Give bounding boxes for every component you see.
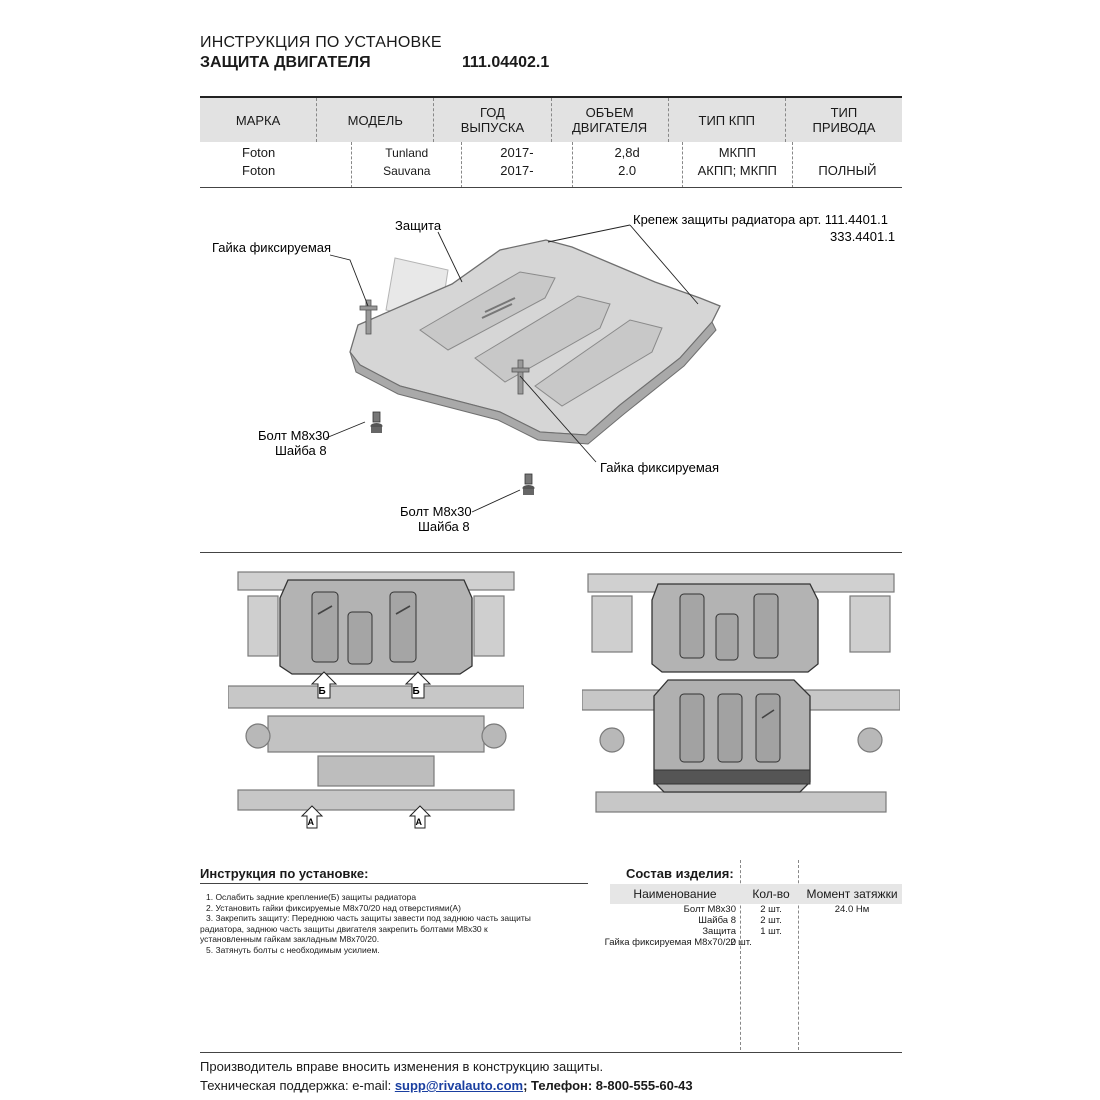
label-washer-left: Шайба 8 [275,443,327,458]
label-bolt-left: Болт М8х30 [258,428,330,443]
vehicle-spec-table [200,96,902,188]
instructions-divider [200,883,588,884]
exploded-assembly-diagram [200,200,902,540]
instruction-step: радиатора, заднюю часть защиты двигателя закрепить болтами М8х30 к [200,923,488,934]
label-radiator-mount: Крепеж защиты радиатора арт. 111.4401.1 [633,212,888,227]
install-view-after [582,570,900,836]
support-prefix: Техническая поддержка: e-mail: [200,1078,395,1093]
spec-table-header [200,96,902,142]
label-fixed-nut-left: Гайка фиксируемая [212,240,332,255]
svg-text:А: А [307,817,314,827]
radiator-guard-illustration [652,584,818,672]
composition-header [610,884,902,904]
bolt-left-illustration [371,412,383,433]
gearbox-cell: АКПП; МКПП [697,163,777,178]
engine-cell: 2.0 [618,163,637,178]
composition-row: Защита 1 шт. [702,926,782,937]
label-washer-center: Шайба 8 [418,519,470,534]
spec-table-body [200,142,902,188]
model-column [352,142,462,188]
composition-row: Гайка фиксируемая М8х70/20 2 шт. [604,937,752,948]
composition-table [604,884,902,948]
header-model: МОДЕЛЬ [317,98,434,142]
disclaimer: Производитель вправе вносить изменения в конструкцию защиты. [200,1059,604,1074]
header-engine: ОБЪЕМ ДВИГАТЕЛЯ [552,98,669,142]
label-fixed-nut-center: Гайка фиксируемая [600,460,720,475]
footer-divider [200,1052,902,1053]
model-cell: Sauvana [383,164,431,178]
engine-guard-installed-illustration [654,680,810,792]
engine-column [573,142,683,188]
instruction-step: 2. Установить гайки фиксируемые М8х70/20 над отверстиями(А) [206,902,461,913]
composition-row: Шайба 8 2 шт. [698,915,782,926]
svg-text:А: А [415,817,422,827]
brand-cell: Foton [242,163,276,178]
support-line [200,1078,693,1093]
support-email-link[interactable]: supp@rivalauto.com [394,1078,524,1093]
install-view-before [228,566,524,836]
table-divider [200,187,902,188]
label-bolt-center: Болт М8х30 [400,504,472,519]
gearbox-column [683,142,793,188]
composition-row: Болт М8х30 2 шт. 24.0 Нм [683,904,870,915]
instructions-list [200,892,590,955]
year-cell: 2017- [500,145,534,160]
header-torque: Момент затяжки [806,887,898,901]
year-cell: 2017- [500,163,534,178]
engine-cell: 2,8d [614,145,640,160]
header-name: Наименование [633,887,717,901]
instructions-title: Инструкция по установке: [200,866,369,881]
drive-column [793,142,902,188]
header-year: ГОД ВЫПУСКА [434,98,551,142]
year-column [462,142,572,188]
support-phone: 8-800-555-60-43 [595,1078,693,1093]
article-number: 111.04402.1 [462,54,550,71]
instruction-step: 3. Закрепить защиту: Переднюю часть защиты завести под заднюю часть защиты [206,913,531,923]
section-divider [200,552,902,553]
instruction-step: 5. Затянуть болты с необходимым усилием. [206,944,380,955]
instruction-step: 1. Ослабить задние крепление(Б) защиты радиатора [206,892,417,902]
radiator-guard-illustration [280,580,472,674]
doc-subtitle: ЗАЩИТА ДВИГАТЕЛЯ [200,54,371,71]
gearbox-cell: МКПП [718,145,756,160]
phone-separator: ; Телефон: [523,1078,596,1093]
svg-text:Б: Б [318,686,326,697]
brand-column [200,142,352,188]
instruction-step: установленным гайкам закладным М8х70/20. [200,934,380,944]
model-cell: Tunland [385,146,429,160]
header-drive: ТИП ПРИВОДА [812,105,876,135]
drive-cell: ПОЛНЫЙ [818,163,877,178]
label-guard: Защита [395,218,442,233]
header-brand: МАРКА [200,98,317,142]
svg-text:Б: Б [412,686,420,697]
bolt-center-illustration [523,474,535,495]
header-gearbox: ТИП КПП [669,98,786,142]
label-radiator-mount-alt: 333.4401.1 [830,229,896,244]
brand-cell: Foton [242,145,276,160]
doc-title: ИНСТРУКЦИЯ ПО УСТАНОВКЕ [200,34,442,51]
composition-title: Состав изделия: [626,866,734,881]
header-qty: Кол-во [752,887,790,901]
